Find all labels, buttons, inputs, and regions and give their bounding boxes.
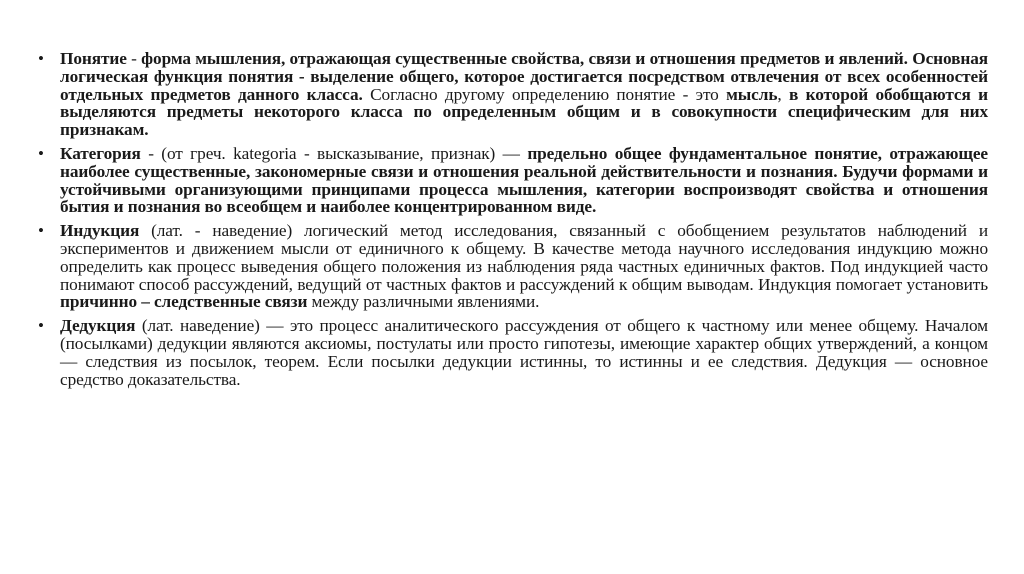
text-run: между различными явлениями. [307, 292, 540, 312]
paragraph-concept [60, 50, 988, 139]
term-concept: Понятие [60, 49, 127, 68]
text-run: мысль [726, 84, 778, 104]
text-run: причинно – следственные связи [60, 292, 308, 312]
bullet-list [38, 50, 988, 394]
list-item-deduction [38, 317, 988, 388]
text-run: предельно общее фундаментальное понятие, отражающее наиболее существенные, закономерные связи и отношения реальной действительности и познания. Будучи формами и устойчивыми организующими принципами процесса мышления, категории воспроизводят свойства и отношения бытия и познания во всеобщем и наиболее концентрированном виде. [60, 143, 989, 217]
bullet-icon: • [38, 221, 44, 241]
text-run: (лат. наведение) — это процесс аналитического рассуждения от общего к частному или менее общему. Началом (посылками) дедукции являются аксиомы, постулаты или просто гипотезы, имеющие характер общих утверждений, а концом — следствия из посылок, теорем. Если посылки дедукции истинны, то истинны и ее следствия. Дедукция — основное средство доказательства. [60, 316, 988, 389]
text-run: - (от греч. kategoria - высказывание, признак) — [140, 143, 528, 163]
paragraph-category [60, 145, 988, 216]
text-run: , [777, 84, 789, 104]
text-run: форма мышления, отражающая существенные свойства, связи и отношения предметов и явлений. Основная логическая функция понятия - выделение общего, которое достигается посредством отвлечения от всех особенностей отдельных предметов данного класса. [60, 49, 988, 104]
list-item-induction [38, 222, 988, 311]
text-run: в которой обобщаются и выделяются предметы некоторого класса по определенным общим и в совокупности специфическим для них признакам. [60, 84, 988, 140]
term-induction: Индукция [60, 221, 140, 241]
bullet-icon: • [38, 49, 44, 68]
text-run: - [126, 49, 142, 68]
bullet-icon: • [38, 316, 44, 336]
term-deduction: Дедукция [60, 316, 136, 336]
list-item-concept [38, 50, 988, 139]
text-run: Согласно другому определению понятие - это [362, 84, 727, 104]
text-run: (лат. - наведение) логический метод исследования, связанный с обобщением результатов наблюдений и экспериментов и движением мысли от единичного к общему. В качестве метода научного исследования индукцию можно определить как процесс выведения общего положения из наблюдения ряда частных единичных фактов. Под индукцией часто понимают способ рассуждений, ведущий от частных фактов и рассуждений к общим выводам. Индукция помогает установить [60, 221, 988, 294]
term-category: Категория [60, 143, 141, 163]
list-item-category [38, 145, 988, 216]
paragraph-deduction [60, 317, 988, 388]
paragraph-induction [60, 222, 988, 311]
bullet-icon: • [38, 143, 44, 163]
